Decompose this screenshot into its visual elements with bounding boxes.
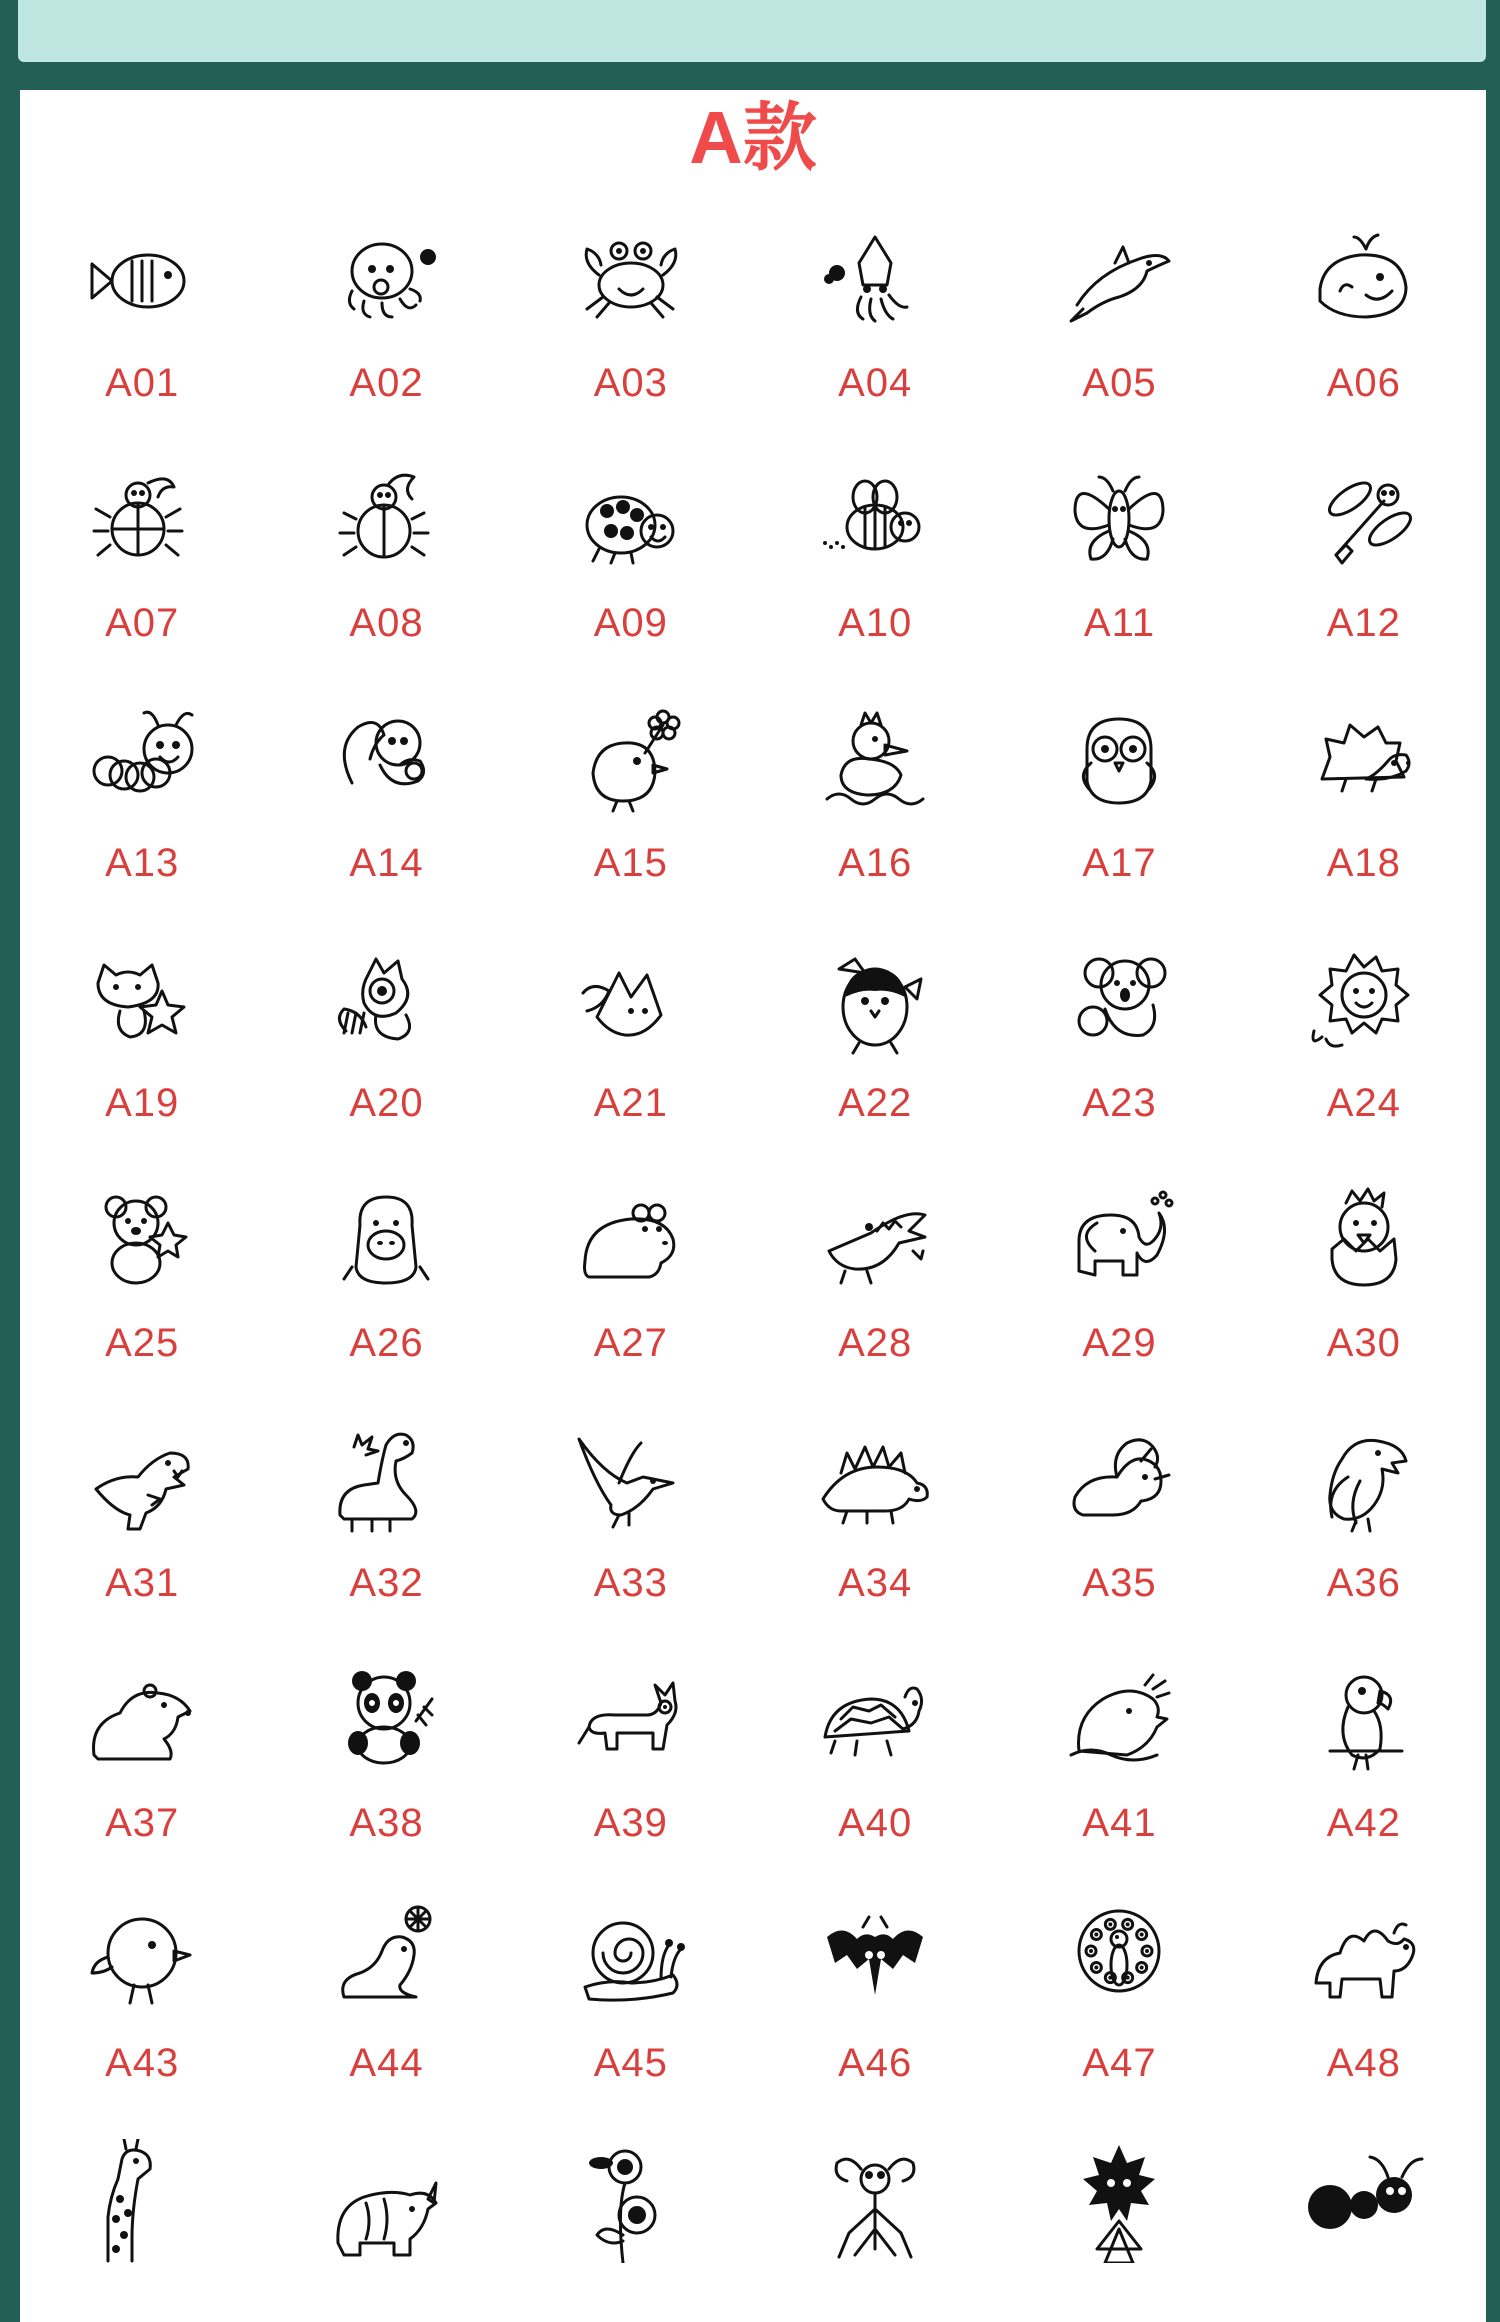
- long-neck-dinosaur-icon: [324, 1419, 448, 1543]
- stamp-label: A33: [593, 1561, 668, 1605]
- dragonfly-icon: [1302, 459, 1426, 583]
- donkey-icon: [569, 1659, 693, 1783]
- snail-icon: [569, 1899, 693, 2023]
- stamp-cell: [20, 1895, 264, 2135]
- stamp-label: A15: [593, 841, 668, 885]
- eagle-icon: [1302, 1419, 1426, 1543]
- stamp-cell: [264, 1655, 508, 1895]
- teddy-bear-icon: [80, 1179, 204, 1303]
- stamp-label: A36: [1326, 1561, 1401, 1605]
- eagle-icon: [1302, 1419, 1426, 1543]
- stamp-cell: [509, 2135, 753, 2322]
- spiky-monster-icon: [1057, 2139, 1181, 2263]
- stamp-label: A32: [349, 1561, 424, 1605]
- stamp-label: A20: [349, 1081, 424, 1125]
- stamp-cell: [1242, 935, 1486, 1175]
- stamp-cell: [20, 1415, 264, 1655]
- squirrel-icon: [324, 699, 448, 823]
- stegosaurus-icon: [813, 1419, 937, 1543]
- ant-icon: [1302, 2139, 1426, 2263]
- whale-icon: [1302, 219, 1426, 343]
- stamp-cell: [997, 215, 1241, 455]
- hippo-icon: [569, 1179, 693, 1303]
- seal-with-ball-icon: [324, 1899, 448, 2023]
- stamp-label: A34: [838, 1561, 913, 1605]
- stamp-label: A14: [349, 841, 424, 885]
- squirrel-icon: [324, 699, 448, 823]
- duck-icon: [813, 699, 937, 823]
- stamp-label: A27: [593, 1321, 668, 1365]
- kitty-with-star-icon: [80, 939, 204, 1063]
- stamp-cell: [509, 695, 753, 935]
- raccoon-icon: [324, 939, 448, 1063]
- stamp-cell: [753, 2135, 997, 2322]
- dolphin-icon: [1057, 219, 1181, 343]
- stamp-cell: [20, 935, 264, 1175]
- bat-icon: [813, 1899, 937, 2023]
- raccoon-icon: [324, 939, 448, 1063]
- stamp-label: A43: [105, 2041, 180, 2085]
- stamp-cell: [509, 1655, 753, 1895]
- sheet-title: A款: [689, 96, 817, 179]
- stamp-cell: [997, 935, 1241, 1175]
- stamp-label: A03: [593, 361, 668, 405]
- stamp-label: A19: [105, 1081, 180, 1125]
- stamp-cell: [20, 2135, 264, 2322]
- stamp-label: A01: [105, 361, 180, 405]
- peacock-icon: [1057, 1899, 1181, 2023]
- stamp-label: A06: [1326, 361, 1401, 405]
- round-bird-icon: [80, 1899, 204, 2023]
- ladybug-icon: [324, 459, 448, 583]
- pterodactyl-icon: [569, 1419, 693, 1543]
- fish-icon: [80, 219, 204, 343]
- bee-icon: [813, 459, 937, 583]
- ant-icon: [1302, 2139, 1426, 2263]
- stamp-cell: [997, 1415, 1241, 1655]
- stamp-cell: [264, 695, 508, 935]
- stamp-cell: [1242, 695, 1486, 935]
- stamp-cell: [264, 2135, 508, 2322]
- hatching-chick-icon: [1302, 1179, 1426, 1303]
- triceratops-icon: [1057, 1419, 1181, 1543]
- dolphin-icon: [1057, 219, 1181, 343]
- peacock-icon: [1057, 1899, 1181, 2023]
- stamp-cell: [509, 1895, 753, 2135]
- giraffe-icon: [80, 2139, 204, 2263]
- crocodile-icon: [813, 1179, 937, 1303]
- butterfly-icon: [1057, 459, 1181, 583]
- sunflower-icon: [569, 2139, 693, 2263]
- stamp-cell: [1242, 1175, 1486, 1415]
- kitty-with-star-icon: [80, 939, 204, 1063]
- octopus-icon: [324, 219, 448, 343]
- lion-icon: [1302, 939, 1426, 1063]
- stamp-label: A09: [593, 601, 668, 645]
- stamp-cell: [20, 455, 264, 695]
- stamp-cell: [753, 455, 997, 695]
- stamp-cell: [1242, 1415, 1486, 1655]
- stamp-cell: [753, 695, 997, 935]
- hatching-chick-icon: [1302, 1179, 1426, 1303]
- stamp-label: A05: [1082, 361, 1157, 405]
- stamp-label: A37: [105, 1801, 180, 1845]
- stamp-label: A48: [1326, 2041, 1401, 2085]
- stamp-cell: [1242, 1655, 1486, 1895]
- t-rex-icon: [80, 1419, 204, 1543]
- top-banner: [18, 0, 1486, 62]
- stamp-label: A10: [838, 601, 913, 645]
- fish-icon: [80, 219, 204, 343]
- pterodactyl-icon: [569, 1419, 693, 1543]
- stamp-cell: [1242, 455, 1486, 695]
- turtle-icon: [813, 1659, 937, 1783]
- stamp-cell: [753, 935, 997, 1175]
- stamp-label: A22: [838, 1081, 913, 1125]
- butterfly-icon: [1057, 459, 1181, 583]
- stamp-cell: [264, 215, 508, 455]
- stamp-label: A18: [1326, 841, 1401, 885]
- rhino-icon: [324, 2139, 448, 2263]
- owl-icon: [1057, 699, 1181, 823]
- stamp-cell: [997, 695, 1241, 935]
- stamp-cell: [1242, 2135, 1486, 2322]
- octopus-icon: [324, 219, 448, 343]
- fox-icon: [569, 939, 693, 1063]
- stamp-label: A41: [1082, 1801, 1157, 1845]
- stamp-cell: [509, 1415, 753, 1655]
- hippo-icon: [569, 1179, 693, 1303]
- stamp-label: A46: [838, 2041, 913, 2085]
- ladybug-icon: [324, 459, 448, 583]
- stamp-cell: [753, 1895, 997, 2135]
- stamp-label: A17: [1082, 841, 1157, 885]
- beetle-icon: [80, 459, 204, 583]
- stamp-cell: [509, 455, 753, 695]
- stamp-label: A38: [349, 1801, 424, 1845]
- beetle-icon: [80, 459, 204, 583]
- fox-icon: [569, 939, 693, 1063]
- caterpillar-icon: [80, 699, 204, 823]
- crab-icon: [569, 219, 693, 343]
- stamp-cell: [1242, 215, 1486, 455]
- stamp-cell: [997, 455, 1241, 695]
- stamp-label: A31: [105, 1561, 180, 1605]
- stamp-label: A44: [349, 2041, 424, 2085]
- stamp-cell: [997, 1175, 1241, 1415]
- long-neck-dinosaur-icon: [324, 1419, 448, 1543]
- panda-icon: [324, 1659, 448, 1783]
- stamp-label: A07: [105, 601, 180, 645]
- camel-icon: [1302, 1899, 1426, 2023]
- snail-icon: [569, 1899, 693, 2023]
- rhino-icon: [324, 2139, 448, 2263]
- stamp-label: A23: [1082, 1081, 1157, 1125]
- panda-icon: [324, 1659, 448, 1783]
- stamp-cell: [264, 1415, 508, 1655]
- stamp-sheet: [20, 90, 1486, 2322]
- lion-icon: [1302, 939, 1426, 1063]
- stamp-cell: [20, 1655, 264, 1895]
- stamp-label: A13: [105, 841, 180, 885]
- mole-icon: [1057, 1659, 1181, 1783]
- stamp-label: A30: [1326, 1321, 1401, 1365]
- koala-icon: [1057, 939, 1181, 1063]
- mantis-icon: [813, 2139, 937, 2263]
- stamp-label: A25: [105, 1321, 180, 1365]
- stamp-cell: [509, 935, 753, 1175]
- stamp-label: A04: [838, 361, 913, 405]
- crocodile-icon: [813, 1179, 937, 1303]
- mantis-icon: [813, 2139, 937, 2263]
- stamp-cell: [264, 1175, 508, 1415]
- stamp-cell: [997, 2135, 1241, 2322]
- stamp-label: A11: [1083, 601, 1156, 645]
- stamp-cell: [753, 1415, 997, 1655]
- stamp-label: A24: [1326, 1081, 1401, 1125]
- squid-icon: [813, 219, 937, 343]
- polar-bear-icon: [80, 1659, 204, 1783]
- stamp-cell: [264, 935, 508, 1175]
- elephant-icon: [1057, 1179, 1181, 1303]
- stamp-label: A12: [1326, 601, 1401, 645]
- stamp-label: A08: [349, 601, 424, 645]
- stamp-cell: [997, 1895, 1241, 2135]
- stamp-cell: [20, 215, 264, 455]
- stamp-label: A16: [838, 841, 913, 885]
- duck-icon: [813, 699, 937, 823]
- seal-with-ball-icon: [324, 1899, 448, 2023]
- giraffe-icon: [80, 2139, 204, 2263]
- hedgehog-icon: [1302, 699, 1426, 823]
- gorilla-icon: [324, 1179, 448, 1303]
- turtle-icon: [813, 1659, 937, 1783]
- whale-icon: [1302, 219, 1426, 343]
- gorilla-icon: [324, 1179, 448, 1303]
- bee-icon: [813, 459, 937, 583]
- stamp-grid: [20, 215, 1486, 2322]
- stamp-cell: [509, 215, 753, 455]
- elephant-icon: [1057, 1179, 1181, 1303]
- polar-bear-icon: [80, 1659, 204, 1783]
- spiky-monster-icon: [1057, 2139, 1181, 2263]
- camel-icon: [1302, 1899, 1426, 2023]
- stamp-cell: [753, 1655, 997, 1895]
- stamp-label: A45: [593, 2041, 668, 2085]
- stamp-label: A35: [1082, 1561, 1157, 1605]
- stamp-cell: [997, 1655, 1241, 1895]
- koala-icon: [1057, 939, 1181, 1063]
- stamp-label: A42: [1326, 1801, 1401, 1845]
- teddy-bear-icon: [80, 1179, 204, 1303]
- caterpillar-icon: [80, 699, 204, 823]
- stamp-label: A47: [1082, 2041, 1157, 2085]
- owl-icon: [1057, 699, 1181, 823]
- bat-icon: [813, 1899, 937, 2023]
- penguin-icon: [813, 939, 937, 1063]
- stamp-cell: [753, 1175, 997, 1415]
- crab-icon: [569, 219, 693, 343]
- stamp-cell: [264, 1895, 508, 2135]
- parrot-icon: [1302, 1659, 1426, 1783]
- hedgehog-icon: [1302, 699, 1426, 823]
- stamp-label: A02: [349, 361, 424, 405]
- stegosaurus-icon: [813, 1419, 937, 1543]
- penguin-icon: [813, 939, 937, 1063]
- stamp-label: A29: [1082, 1321, 1157, 1365]
- donkey-icon: [569, 1659, 693, 1783]
- stamp-cell: [1242, 1895, 1486, 2135]
- triceratops-icon: [1057, 1419, 1181, 1543]
- stamp-cell: [509, 1175, 753, 1415]
- ladybug-spotted-icon: [569, 459, 693, 583]
- stamp-cell: [20, 1175, 264, 1415]
- chick-with-flower-icon: [569, 699, 693, 823]
- stamp-cell: [753, 215, 997, 455]
- stamp-label: A26: [349, 1321, 424, 1365]
- ladybug-spotted-icon: [569, 459, 693, 583]
- squid-icon: [813, 219, 937, 343]
- stamp-label: A40: [838, 1801, 913, 1845]
- stamp-cell: [20, 695, 264, 935]
- stamp-label: A21: [593, 1081, 668, 1125]
- chick-with-flower-icon: [569, 699, 693, 823]
- stamp-cell: [264, 455, 508, 695]
- dragonfly-icon: [1302, 459, 1426, 583]
- t-rex-icon: [80, 1419, 204, 1543]
- sunflower-icon: [569, 2139, 693, 2263]
- round-bird-icon: [80, 1899, 204, 2023]
- mole-icon: [1057, 1659, 1181, 1783]
- stamp-label: A39: [593, 1801, 668, 1845]
- parrot-icon: [1302, 1659, 1426, 1783]
- stamp-label: A28: [838, 1321, 913, 1365]
